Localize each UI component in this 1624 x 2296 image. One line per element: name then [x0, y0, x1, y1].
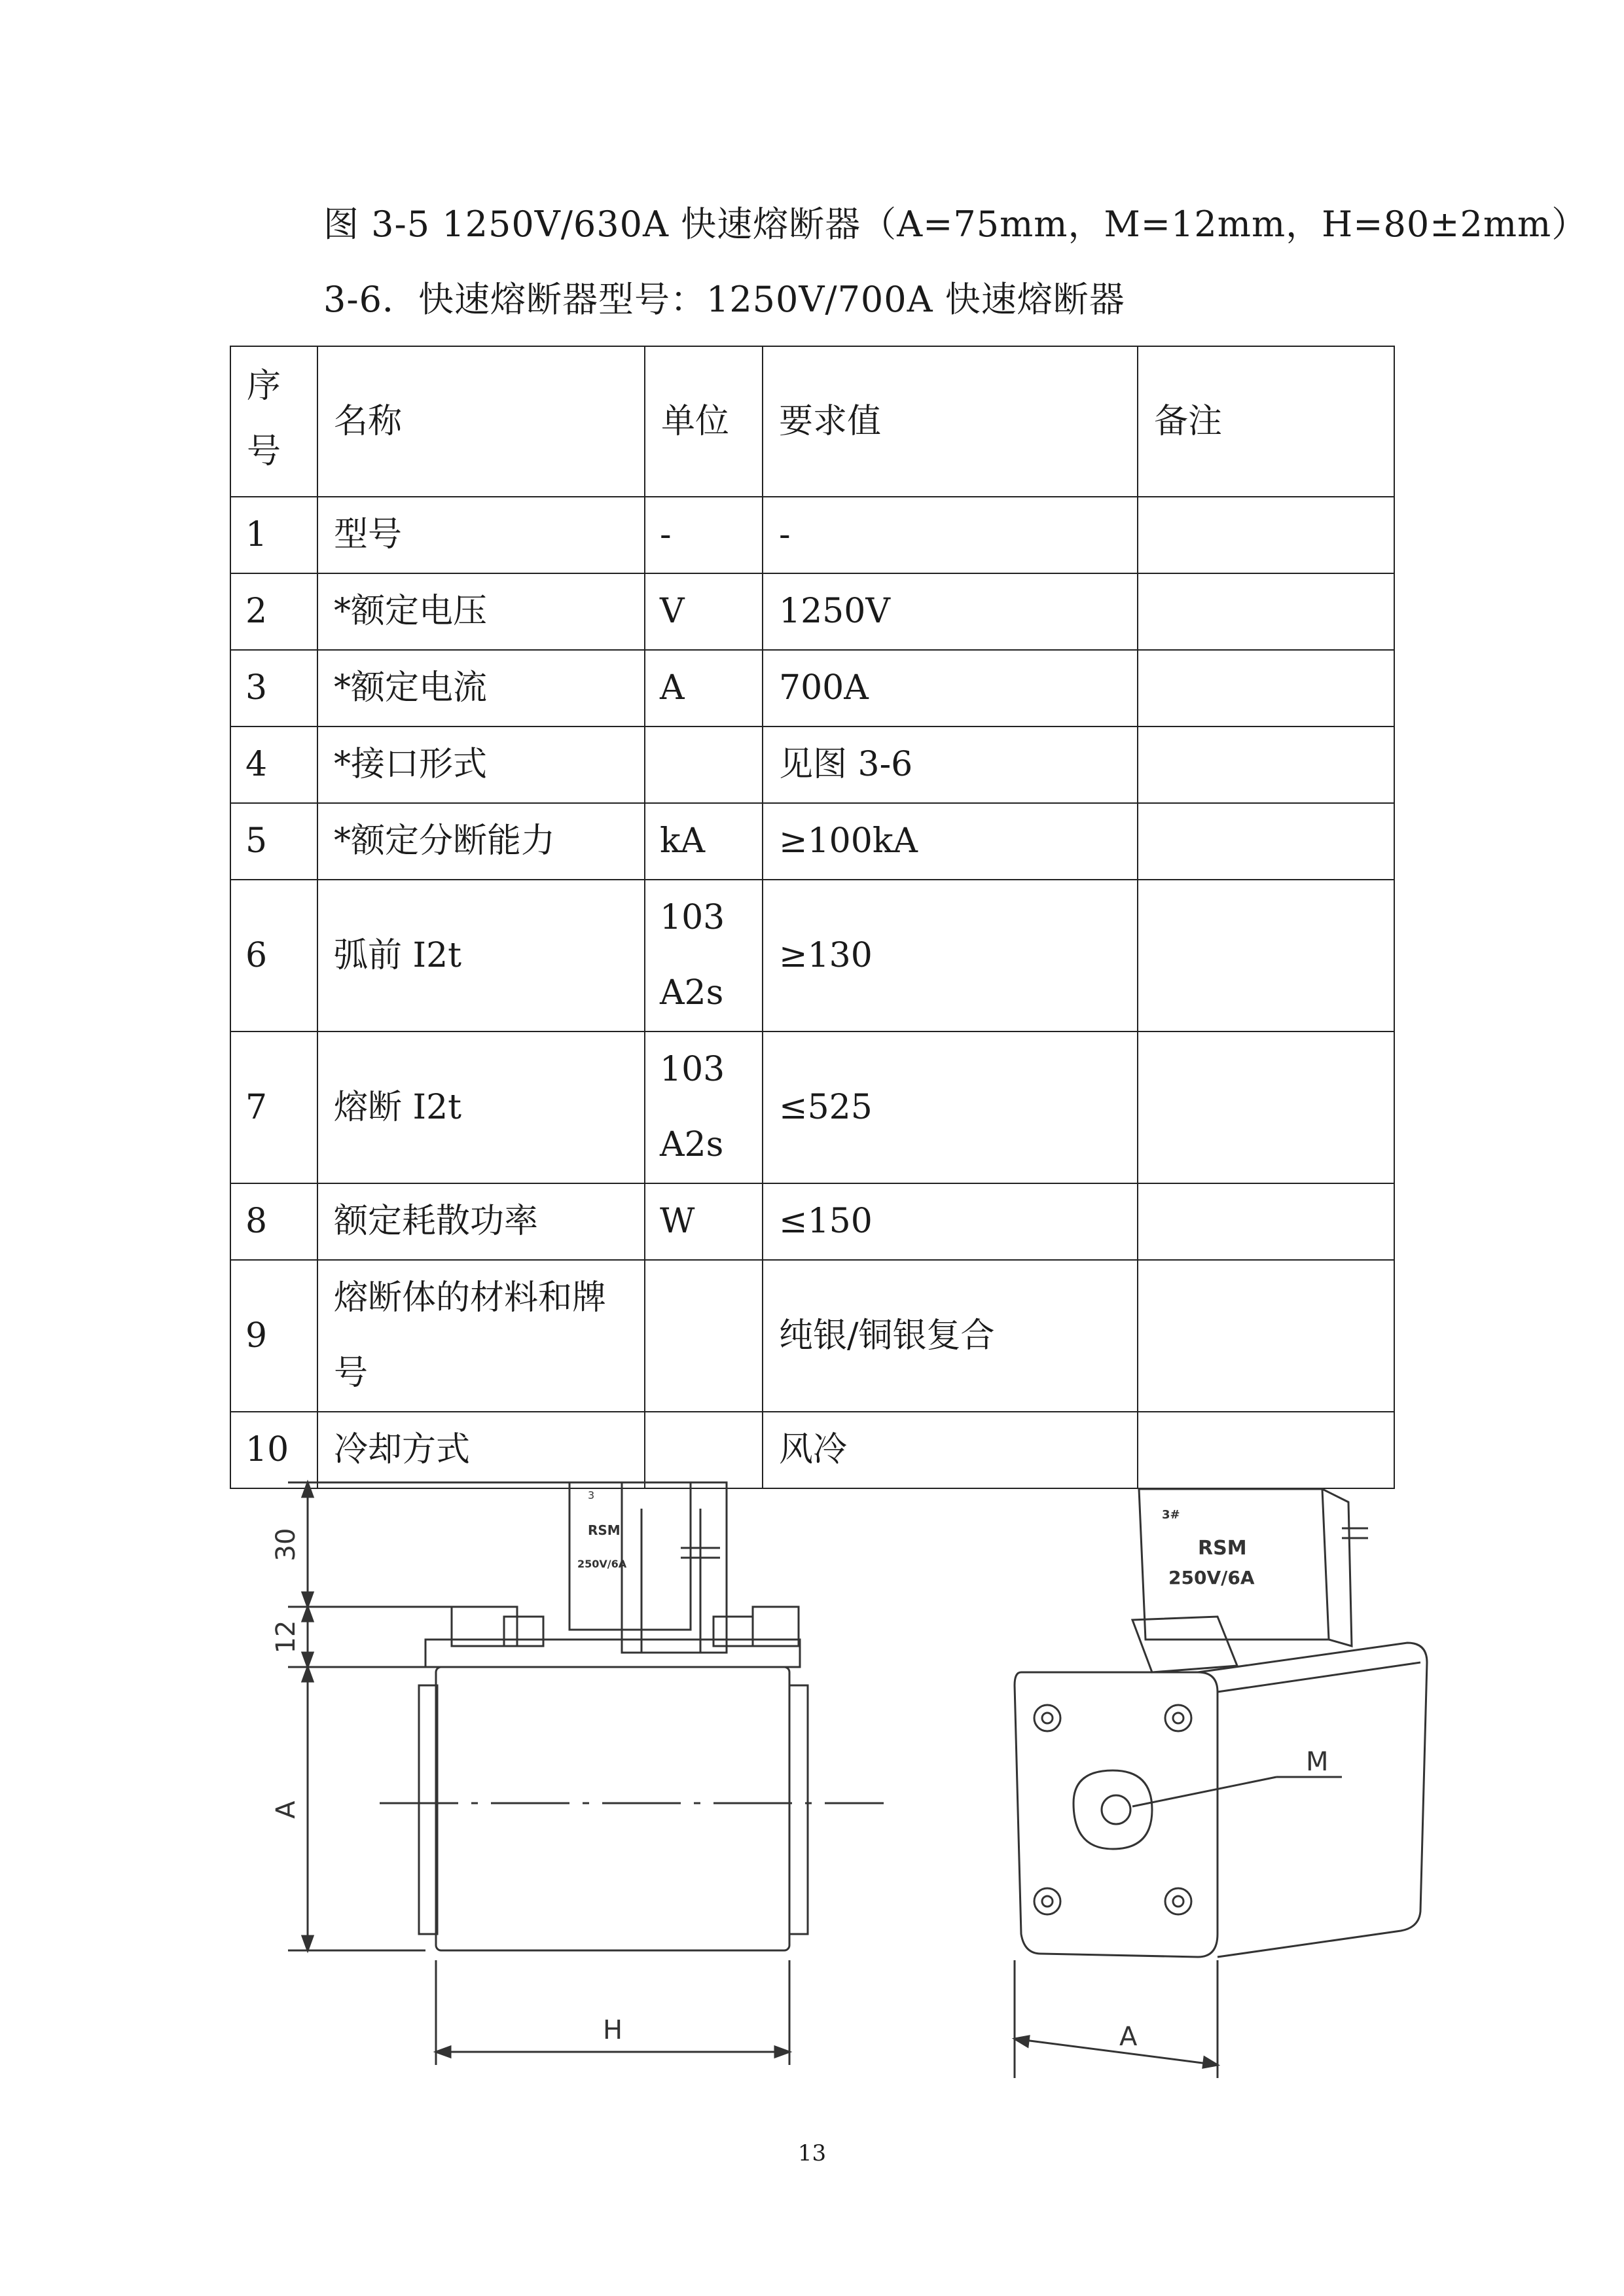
cell-seq: 8	[230, 1183, 317, 1260]
table-row	[230, 1183, 1394, 1260]
dim-a-label-right: A	[1119, 2022, 1138, 2052]
cell-required: ≤525	[763, 1031, 1138, 1183]
cell-required: -	[763, 497, 1138, 573]
cell-name: *额定分断能力	[317, 803, 645, 880]
table-row	[230, 1260, 1394, 1412]
cell-name: 熔断体的材料和牌号	[317, 1260, 645, 1412]
cell-seq: 9	[230, 1260, 317, 1412]
cell-name: 熔断 I2t	[317, 1031, 645, 1183]
cell-seq: 1	[230, 497, 317, 573]
table-row	[230, 497, 1394, 573]
dim-a-label-left: A	[271, 1801, 301, 1819]
cell-unit: V	[645, 573, 763, 650]
switch-rating-label-left: 250V/6A	[577, 1558, 627, 1570]
fuse-perspective-drawing	[1001, 1476, 1460, 2098]
table-row	[230, 803, 1394, 880]
cell-seq: 5	[230, 803, 317, 880]
switch-rating-label-right: 250V/6A	[1168, 1567, 1255, 1588]
cell-unit: 103A2s	[645, 880, 763, 1031]
switch-small-label-left: 3	[588, 1489, 595, 1501]
cell-seq: 6	[230, 880, 317, 1031]
cell-required: 纯银/铜银复合	[763, 1260, 1138, 1412]
switch-small-label-right: 3#	[1162, 1508, 1180, 1522]
cell-unit: kA	[645, 803, 763, 880]
header-unit: 单位	[645, 346, 763, 497]
cell-note	[1138, 497, 1394, 573]
page-number: 13	[797, 2140, 827, 2166]
cell-seq: 2	[230, 573, 317, 650]
dim-m-label: M	[1306, 1747, 1329, 1777]
cell-note	[1138, 726, 1394, 803]
cell-note	[1138, 1260, 1394, 1412]
cell-note	[1138, 1031, 1394, 1183]
header-required: 要求值	[763, 346, 1138, 497]
cell-seq: 10	[230, 1412, 317, 1488]
cell-required: 见图 3-6	[763, 726, 1138, 803]
cell-name: 弧前 I2t	[317, 880, 645, 1031]
section-title: 3-6．快速熔断器型号：1250V/700A 快速熔断器	[323, 279, 1125, 320]
cell-unit: A	[645, 650, 763, 726]
cell-seq: 7	[230, 1031, 317, 1183]
cell-unit	[645, 1260, 763, 1412]
cell-name: 冷却方式	[317, 1412, 645, 1488]
fuse-front-view-drawing	[229, 1476, 1001, 2098]
spec-table	[230, 346, 1395, 1489]
cell-unit	[645, 726, 763, 803]
table-row	[230, 726, 1394, 803]
cell-name: 额定耗散功率	[317, 1183, 645, 1260]
cell-note	[1138, 803, 1394, 880]
switch-rsm-label-left: RSM	[588, 1522, 621, 1538]
figure-caption: 图 3-5 1250V/630A 快速熔断器（A=75mm，M=12mm，H=80±2mm）	[323, 204, 1588, 245]
table-header-row	[230, 346, 1394, 497]
cell-required: 1250V	[763, 573, 1138, 650]
table-row	[230, 650, 1394, 726]
header-name: 名称	[317, 346, 645, 497]
cell-unit: W	[645, 1183, 763, 1260]
cell-required: 风冷	[763, 1412, 1138, 1488]
table-row	[230, 1031, 1394, 1183]
table-row	[230, 573, 1394, 650]
cell-seq: 3	[230, 650, 317, 726]
cell-unit: -	[645, 497, 763, 573]
cell-name: *接口形式	[317, 726, 645, 803]
cell-required: 700A	[763, 650, 1138, 726]
cell-name: 型号	[317, 497, 645, 573]
dim-12-label: 12	[271, 1620, 301, 1654]
cell-required: ≥130	[763, 880, 1138, 1031]
cell-required: ≤150	[763, 1183, 1138, 1260]
cell-note	[1138, 1183, 1394, 1260]
header-note: 备注	[1138, 346, 1394, 497]
header-seq: 序号	[230, 346, 317, 497]
cell-name: *额定电压	[317, 573, 645, 650]
cell-seq: 4	[230, 726, 317, 803]
switch-rsm-label-right: RSM	[1198, 1537, 1247, 1560]
cell-name: *额定电流	[317, 650, 645, 726]
cell-note	[1138, 573, 1394, 650]
cell-unit: 103A2s	[645, 1031, 763, 1183]
table-row	[230, 880, 1394, 1031]
cell-note	[1138, 650, 1394, 726]
dim-h-label: H	[602, 2015, 623, 2045]
dim-30-label: 30	[271, 1528, 301, 1562]
cell-required: ≥100kA	[763, 803, 1138, 880]
cell-note	[1138, 880, 1394, 1031]
